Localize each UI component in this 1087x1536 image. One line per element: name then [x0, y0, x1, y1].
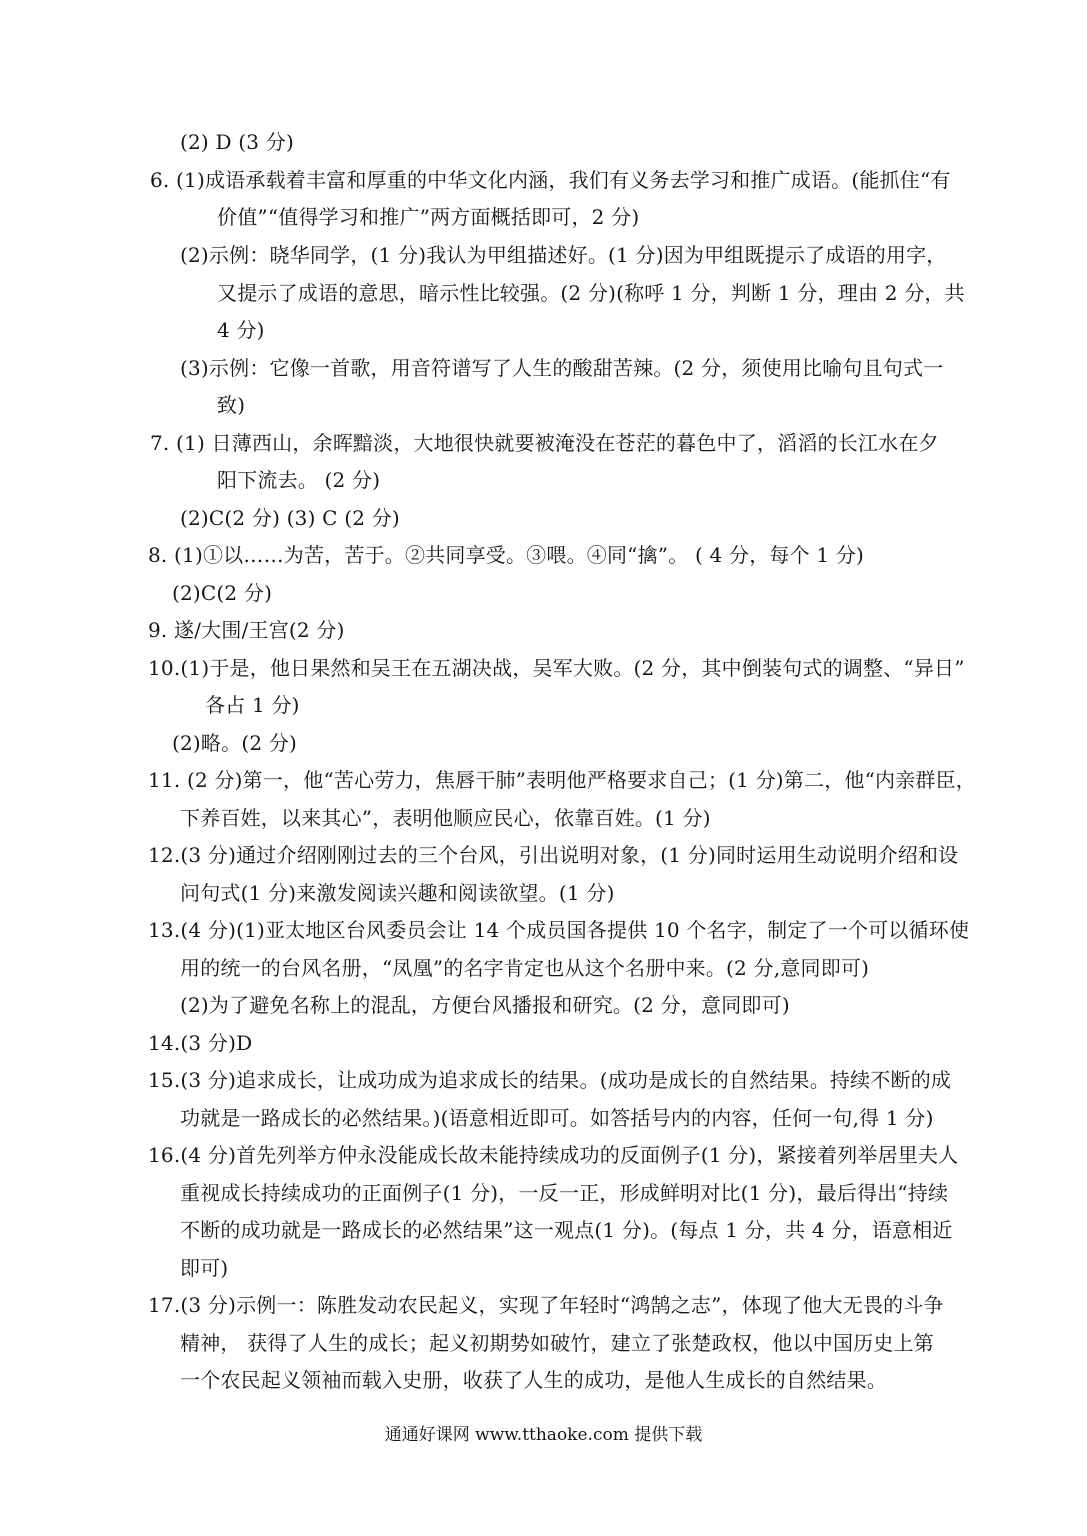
answer-line: 一个农民起义领袖而载入史册，收获了人生的成功，是他人生成长的自然结果。	[180, 1368, 887, 1392]
answer-line: 重视成长持续成功的正面例子(1 分)，一反一正，形成鲜明对比(1 分)，最后得出“持续	[180, 1181, 949, 1205]
answer-line: (2) D (3 分)	[180, 130, 294, 154]
answer-line: (2)为了避免名称上的混乱，方便台风播报和研究。(2 分，意同即可)	[180, 993, 790, 1017]
answer-line: 问句式(1 分)来激发阅读兴趣和阅读欲望。(1 分)	[180, 881, 615, 905]
answer-line: 价值”“值得学习和推广”两方面概括即可，2 分)	[217, 205, 640, 229]
answer-line: 即可)	[180, 1256, 229, 1280]
answer-line: (2)C(2 分) (3) C (2 分)	[180, 506, 400, 530]
answer-line: 13.(4 分)(1)亚太地区台风委员会让 14 个成员国各提供 10 个名字，制定了一个可以循环使	[148, 918, 970, 942]
answer-line: (2)C(2 分)	[172, 581, 273, 605]
answer-line: 6. (1)成语承载着丰富和厚重的中华文化内涵，我们有义务去学习和推广成语。(能抓住“有	[150, 168, 951, 192]
answer-line: 各占 1 分)	[205, 693, 300, 717]
answer-line: 8. (1)①以……为苦，苦于。②共同享受。③喂。④同“擒”。 ( 4 分，每个 1 分)	[148, 543, 865, 567]
answer-line: 11. (2 分)第一，他“苦心劳力，焦唇干肺”表明他严格要求自己；(1 分)第二，他“内亲群臣，	[148, 768, 977, 792]
answer-line: 又提示了成语的意思，暗示性比较强。(2 分)(称呼 1 分，判断 1 分，理由 2 分，共	[217, 281, 965, 305]
answer-line: (2)示例：晓华同学，(1 分)我认为甲组描述好。(1 分)因为甲组既提示了成语的用字，	[180, 243, 947, 267]
page-footer: 通通好课网 www.tthaoke.com 提供下载	[384, 1425, 703, 1445]
answer-line: (3)示例：它像一首歌，用音符谱写了人生的酸甜苦辣。(2 分，须使用比喻句且句式一	[180, 356, 944, 380]
answer-line: 阳下流去。 (2 分)	[217, 468, 381, 492]
answer-line: 9. 遂/大围/王宫(2 分)	[148, 618, 345, 642]
answer-line: 下养百姓，以来其心”，表明他顺应民心，依靠百姓。(1 分)	[180, 806, 711, 830]
answer-line: (2)略。(2 分)	[172, 731, 298, 755]
answer-line: 12.(3 分)通过介绍刚刚过去的三个台风，引出说明对象，(1 分)同时运用生动说明介绍和设	[148, 843, 959, 867]
answer-line: 功就是一路成长的必然结果。)(语意相近即可。如答括号内的内容，任何一句,得 1 分)	[180, 1106, 934, 1130]
answer-line: 17.(3 分)示例一：陈胜发动农民起义，实现了年轻时“鸿鹄之志”，体现了他大无畏的斗争	[148, 1293, 944, 1317]
answer-line: 10.(1)于是，他日果然和吴王在五湖决战，吴军大败。(2 分，其中倒装句式的调整、“异日”	[148, 656, 965, 680]
answer-line: 7. (1) 日薄西山，余晖黯淡，大地很快就要被淹没在苍茫的暮色中了，滔滔的长江水在夕	[150, 431, 939, 455]
answer-line: 致)	[217, 393, 246, 417]
answer-line: 用的统一的台风名册，“凤凰”的名字肯定也从这个名册中来。(2 分,意同即可)	[180, 956, 870, 980]
answer-line: 15.(3 分)追求成长，让成功成为追求成长的结果。(成功是成长的自然结果。持续不断的成	[148, 1068, 952, 1092]
answer-line: 4 分)	[217, 318, 265, 342]
answer-line: 不断的成功就是一路成长的必然结果”这一观点(1 分)。(每点 1 分，共 4 分，语意相近	[180, 1218, 953, 1242]
answer-line: 14.(3 分)D	[148, 1031, 253, 1055]
answer-line: 精神， 获得了人生的成长；起义初期势如破竹，建立了张楚政权，他以中国历史上第	[180, 1331, 934, 1355]
answer-line: 16.(4 分)首先列举方仲永没能成长故未能持续成功的反面例子(1 分)，紧接着列举居里夫人	[148, 1143, 959, 1167]
